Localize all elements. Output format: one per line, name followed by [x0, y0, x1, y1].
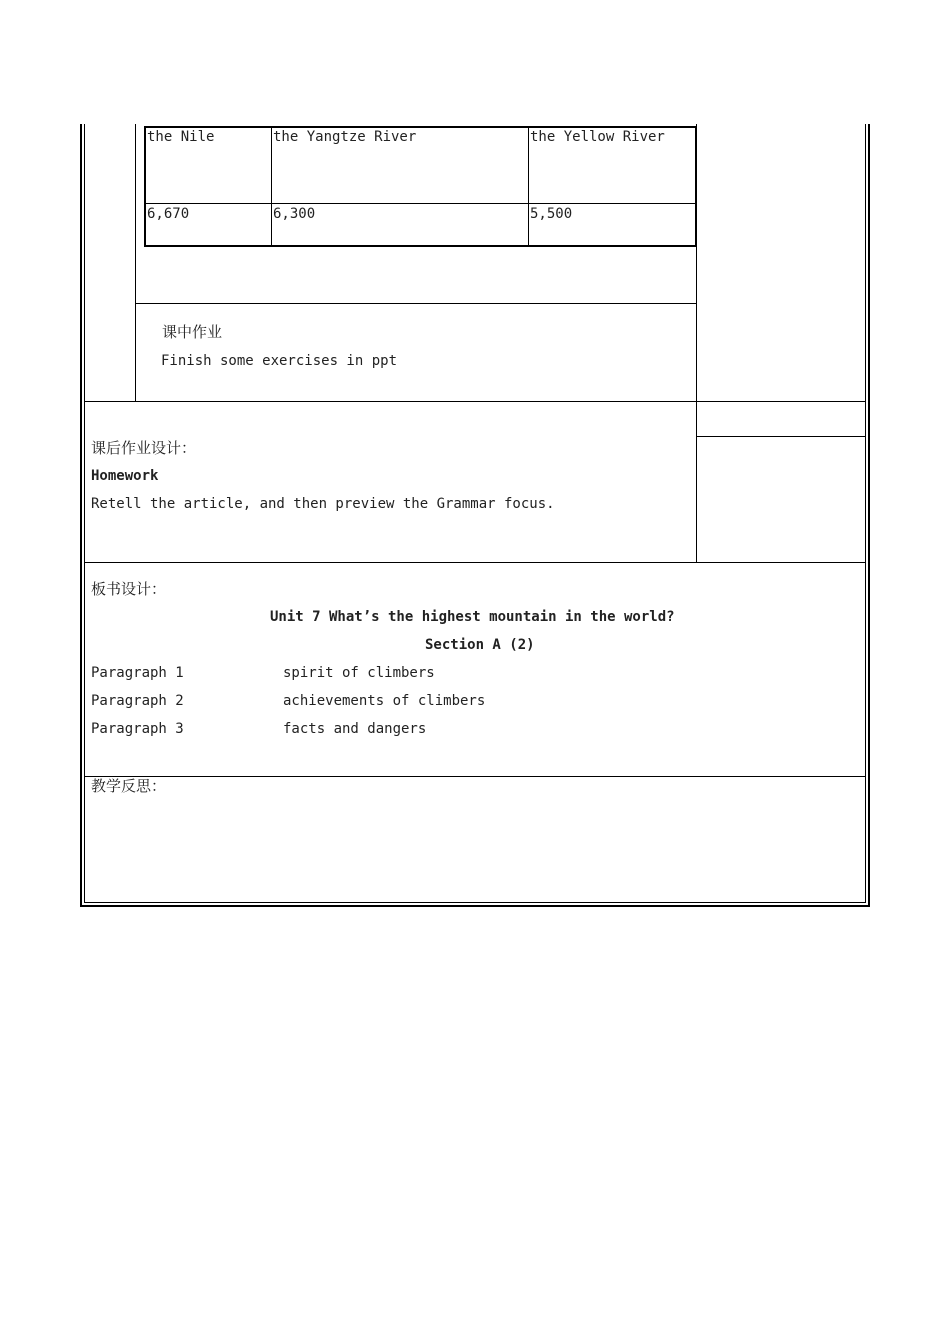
- river-name-cell: the Yangtze River: [273, 129, 417, 145]
- section-divider-2: [84, 562, 866, 563]
- river-length-cell: 5,500: [530, 206, 573, 222]
- homework-text: Retell the article, and then preview the Grammar focus.: [91, 496, 555, 512]
- after-class-heading: 课后作业设计：: [91, 439, 197, 457]
- rivers-table-right: [695, 126, 697, 247]
- paragraph-value: spirit of climbers: [283, 665, 435, 681]
- rivers-table-row-divider: [144, 203, 697, 204]
- section-divider-3: [84, 776, 866, 777]
- paragraph-label: Paragraph 3: [91, 721, 184, 737]
- board-title: Unit 7 What’s the highest mountain in the world?: [270, 609, 675, 625]
- river-name-cell: the Nile: [147, 129, 215, 145]
- river-name-cell: the Yellow River: [530, 129, 665, 145]
- right-small-divider: [696, 436, 866, 437]
- in-class-text: Finish some exercises in ppt: [161, 353, 398, 369]
- outer-border-bottom: [80, 905, 870, 907]
- paragraph-value: achievements of climbers: [283, 693, 486, 709]
- section-divider-1: [84, 401, 866, 402]
- outer-border-bottom-inner: [84, 902, 866, 903]
- paragraph-value: facts and dangers: [283, 721, 427, 737]
- rivers-table-col-divider-2: [528, 126, 529, 247]
- middle-divider: [135, 303, 696, 304]
- left-column-divider: [135, 124, 136, 402]
- rivers-table-left: [144, 126, 146, 247]
- homework-title: Homework: [91, 468, 159, 484]
- river-length-cell: 6,300: [273, 206, 316, 222]
- paragraph-label: Paragraph 2: [91, 693, 184, 709]
- outer-border-right-inner: [865, 124, 866, 903]
- rivers-table-bottom: [144, 245, 697, 247]
- in-class-heading: 课中作业: [162, 323, 223, 341]
- outer-border-left-inner: [84, 124, 85, 903]
- outer-border-right: [868, 124, 870, 907]
- reflection-heading: 教学反思：: [91, 777, 167, 795]
- paragraph-label: Paragraph 1: [91, 665, 184, 681]
- board-heading: 板书设计：: [91, 580, 167, 598]
- river-length-cell: 6,670: [147, 206, 190, 222]
- outer-border-left: [80, 124, 82, 907]
- board-subtitle: Section A (2): [425, 637, 535, 653]
- rivers-table-col-divider-1: [271, 126, 272, 247]
